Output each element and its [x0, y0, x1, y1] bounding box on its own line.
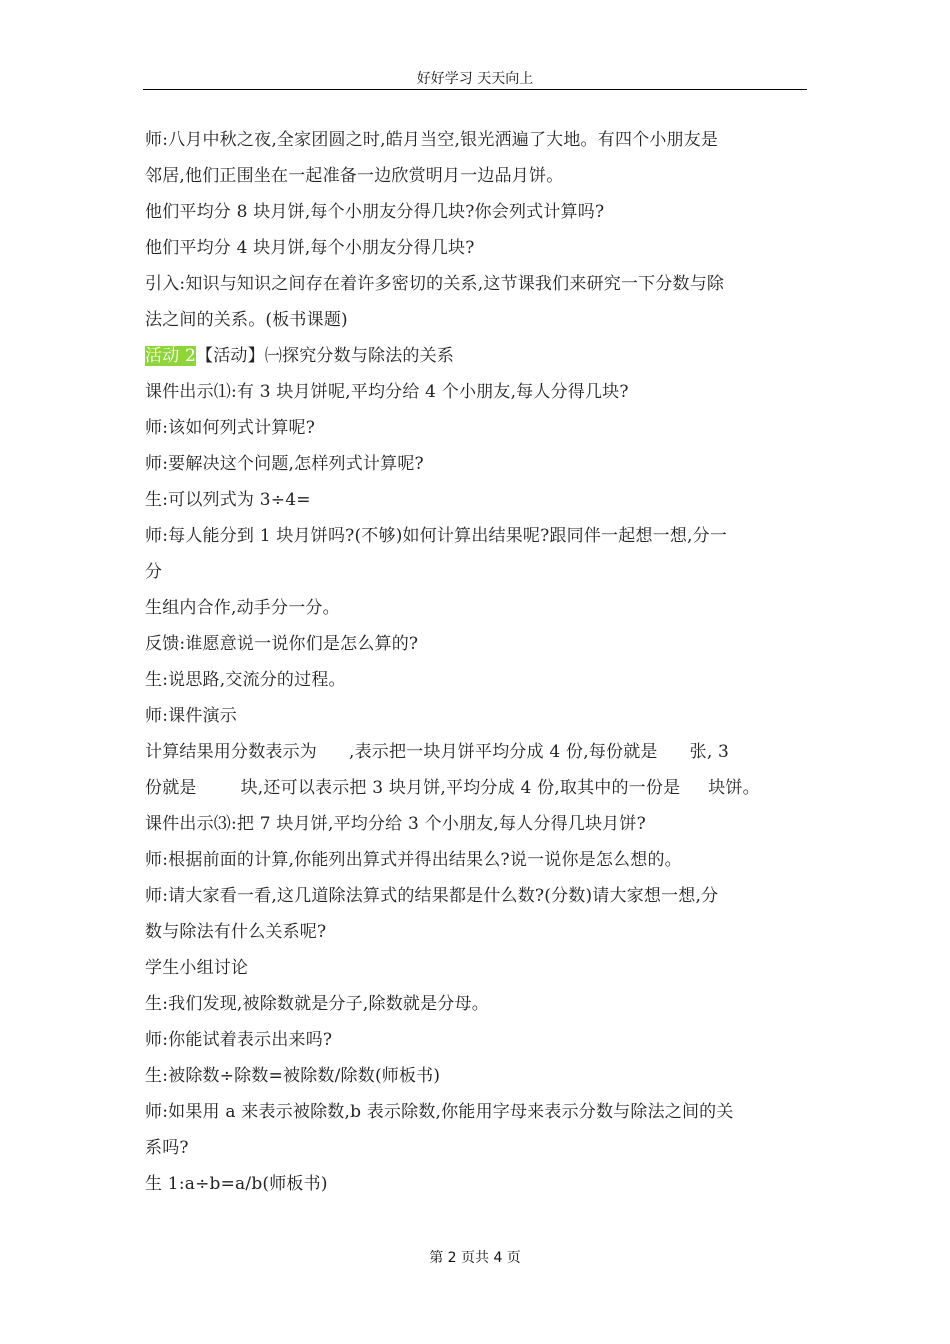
activity-title: 【活动】㈠探究分数与除法的关系 — [196, 346, 455, 366]
text-line: 邻居,他们正围坐在一起准备一边欣赏明月一边品月饼。 — [145, 166, 564, 186]
fill-text: 份就是 — [145, 778, 197, 798]
text-line: 师:要解决这个问题,怎样列式计算呢? — [145, 454, 424, 474]
fill-text: 块,还可以表示把 3 块月饼,平均分成 4 份,取其中的一份是 — [240, 778, 681, 798]
text-line: 师:根据前面的计算,你能列出算式并得出结果么?说一说你是怎么想的。 — [145, 850, 682, 870]
text-line: 师:课件演示 — [145, 706, 237, 726]
fill-text: 块饼。 — [708, 778, 760, 798]
text-line: 师:请大家看一看,这几道除法算式的结果都是什么数?(分数)请大家想一想,分 — [145, 886, 719, 906]
text-line: 系吗? — [145, 1138, 189, 1158]
fill-text: 张, 3 — [689, 742, 730, 762]
text-line: 课件出示⑶:把 7 块月饼,平均分给 3 个小朋友,每人分得几块月饼? — [145, 814, 646, 834]
text-line: 生:可以列式为 3÷4= — [145, 490, 311, 510]
activity-heading — [145, 338, 810, 374]
text-line: 分 — [145, 562, 163, 582]
header-divider — [143, 89, 807, 90]
text-line: 数与除法有什么关系呢? — [145, 922, 327, 942]
text-line: 生:我们发现,被除数就是分子,除数就是分母。 — [145, 994, 489, 1014]
text-line: 法之间的关系。(板书课题) — [145, 310, 348, 330]
text-line: 生:被除数÷除数=被除数/除数(师板书) — [145, 1066, 441, 1086]
text-line: 生组内合作,动手分一分。 — [145, 598, 340, 618]
text-line: 师:如果用 a 来表示被除数,b 表示除数,你能用字母来表示分数与除法之间的关 — [145, 1102, 734, 1122]
fill-text: 计算结果用分数表示为 — [145, 742, 317, 762]
text-line: 师:八月中秋之夜,全家团圆之时,皓月当空,银光洒遍了大地。有四个小朋友是 — [145, 130, 719, 150]
document-body — [145, 122, 810, 1202]
text-line: 师:该如何列式计算呢? — [145, 418, 316, 438]
text-line: 反馈:谁愿意说一说你们是怎么算的? — [145, 634, 419, 654]
fill-in-line — [145, 734, 810, 770]
text-line: 生 1:a÷b=a/b(师板书) — [145, 1174, 328, 1194]
text-line: 师:每人能分到 1 块月饼吗?(不够)如何计算出结果呢?跟同伴一起想一想,分一 — [145, 526, 728, 546]
text-line: 学生小组讨论 — [145, 958, 249, 978]
page-header: 好好学习 天天向上 — [416, 71, 534, 87]
text-line: 生:说思路,交流分的过程。 — [145, 670, 346, 690]
text-line: 师:你能试着表示出来吗? — [145, 1030, 333, 1050]
fill-in-line — [145, 770, 810, 806]
text-line: 课件出示⑴:有 3 块月饼呢,平均分给 4 个小朋友,每人分得几块? — [145, 382, 629, 402]
page-footer: 第 2 页共 4 页 — [429, 1250, 521, 1266]
text-line: 他们平均分 4 块月饼,每个小朋友分得几块? — [145, 238, 475, 258]
fill-text: ,表示把一块月饼平均分成 4 份,每份就是 — [349, 742, 658, 762]
text-line: 他们平均分 8 块月饼,每个小朋友分得几块?你会列式计算吗? — [145, 202, 605, 222]
activity-badge: 活动 2 — [145, 346, 197, 366]
text-line: 引入:知识与知识之间存在着许多密切的关系,这节课我们来研究一下分数与除 — [145, 274, 725, 294]
